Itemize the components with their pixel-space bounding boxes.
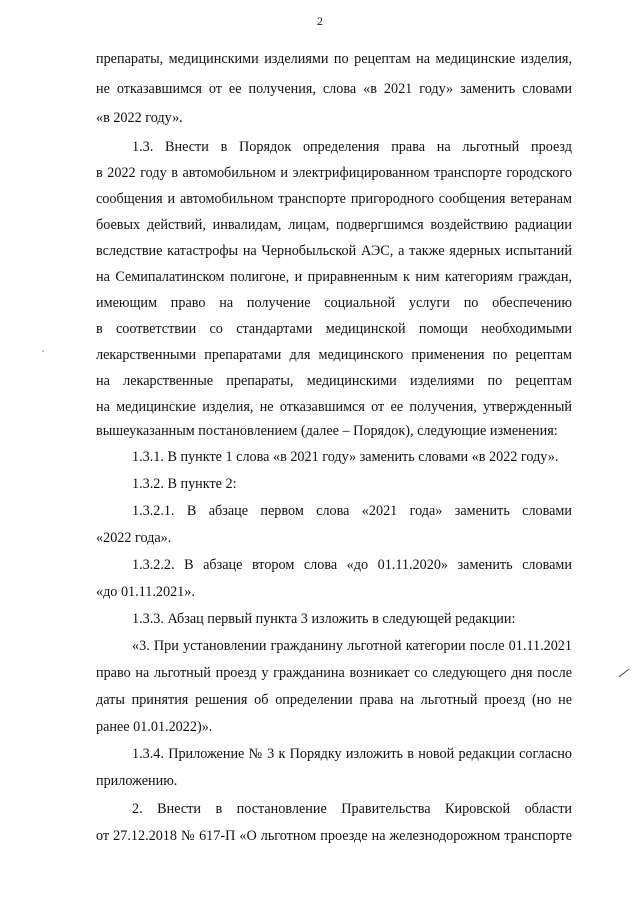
text-line: ранее 01.01.2022)». [96, 719, 213, 735]
text-line: на медицинские изделия, не отказавшимся от ее получения, утвержденный [96, 399, 572, 415]
text-line: от 27.12.2018 № 617-П «О льготном проезде на железнодорожном транспорте [96, 828, 572, 844]
text-line: 1.3.4. Приложение № 3 к Порядку изложить в новой редакции согласно [132, 746, 572, 762]
text-line: сообщения и автомобильном транспорте пригородного сообщения ветеранам [96, 191, 572, 207]
text-line: приложению. [96, 773, 178, 789]
text-line: «3. При установлении гражданину льготной категории после 01.11.2021 [132, 638, 572, 654]
text-line: даты принятия решения об определении права на льготный проезд (но не [96, 692, 572, 708]
text-line: 1.3.2.2. В абзаце втором слова «до 01.11.2020» заменить словами [132, 557, 572, 573]
scan-dot-icon [40, 348, 46, 354]
text-line: на лекарственные препараты, медицинскими изделиями по рецептам [96, 373, 572, 389]
text-line: в 2022 году в автомобильном и электрифицированном транспорте городского [96, 165, 572, 181]
text-line: «до 01.11.2021». [96, 584, 195, 600]
pen-mark-icon [618, 668, 630, 678]
text-line: право на льготный проезд у гражданина возникает со следующего дня после [96, 665, 572, 681]
text-line: 1.3.2.1. В абзаце первом слова «2021 года» заменить словами [132, 503, 572, 519]
text-line: на Семипалатинском полигоне, и приравненным к ним категориям граждан, [96, 269, 572, 285]
text-line: боевых действий, инвалидам, лицам, подвергшимся воздействию радиации [96, 217, 572, 233]
text-line: 1.3.2. В пункте 2: [132, 476, 237, 492]
text-line: в соответствии со стандартами медицинской помощи необходимыми [96, 321, 572, 337]
text-line: «2022 года». [96, 530, 172, 546]
text-line: имеющим право на получение социальной услуги по обеспечению [96, 295, 572, 311]
text-line: лекарственными препаратами для медицинского применения по рецептам [96, 347, 572, 363]
text-line: 1.3.3. Абзац первый пункта 3 изложить в следующей редакции: [132, 611, 516, 627]
text-line: вследствие катастрофы на Чернобыльской АЭС, а также ядерных испытаний [96, 243, 572, 259]
text-line: 1.3.1. В пункте 1 слова «в 2021 году» заменить словами «в 2022 году». [132, 449, 559, 465]
text-line: 2. Внести в постановление Правительства Кировской области [132, 801, 572, 817]
text-line: 1.3. Внести в Порядок определения права на льготный проезд [132, 139, 572, 155]
page-number: 2 [317, 14, 323, 28]
text-line: «в 2022 году». [96, 110, 183, 126]
text-line: препараты, медицинскими изделиями по рецептам на медицинские изделия, [96, 51, 572, 67]
text-line: не отказавшимся от ее получения, слова «в 2021 году» заменить словами [96, 81, 572, 97]
text-line: вышеуказанным постановлением (далее – Порядок), следующие изменения: [96, 423, 558, 439]
